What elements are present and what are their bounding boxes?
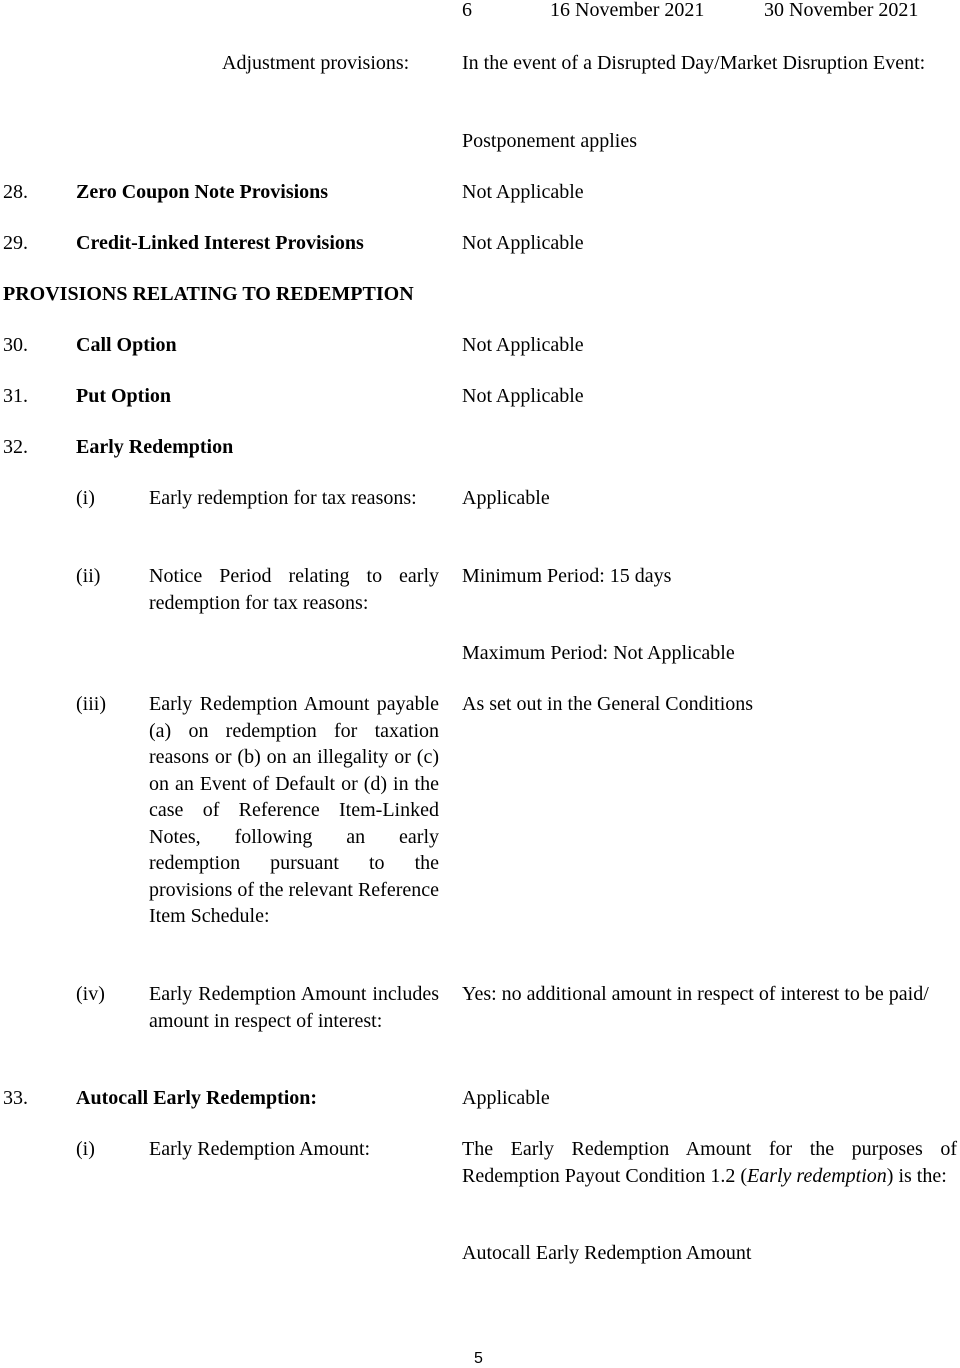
item-28-value: Not Applicable — [462, 181, 584, 203]
item-30-label: Call Option — [76, 334, 177, 356]
item-29-value: Not Applicable — [462, 232, 584, 254]
page-number: 5 — [474, 1350, 483, 1367]
item-32-ii-value-2: Maximum Period: Not Applicable — [462, 642, 735, 664]
item-32-iv-label: Early Redemption Amount includes amount in respect of interest: — [149, 983, 439, 1032]
item-28-number: 28. — [3, 181, 28, 203]
item-32-i-number: (i) — [76, 487, 95, 509]
top-row-date-2: 30 November 2021 — [764, 0, 919, 21]
item-32-i-label: Early redemption for tax reasons: — [149, 487, 417, 509]
item-30-value: Not Applicable — [462, 334, 584, 356]
item-29-label: Credit-Linked Interest Provisions — [76, 232, 364, 254]
item-33-value: Applicable — [462, 1087, 550, 1109]
item-30-number: 30. — [3, 334, 28, 356]
item-32-number: 32. — [3, 436, 28, 458]
item-33-i-value-post: ) is the: — [886, 1164, 947, 1187]
item-33-i-label: Early Redemption Amount: — [149, 1138, 371, 1160]
item-29-number: 29. — [3, 232, 28, 254]
adjustment-provisions-label: Adjustment provisions: — [222, 52, 410, 74]
item-33-i-number: (i) — [76, 1138, 95, 1160]
item-32-iii-value: As set out in the General Conditions — [462, 693, 754, 715]
item-32-iv-number: (iv) — [76, 983, 105, 1005]
section-heading: PROVISIONS RELATING TO REDEMPTION — [3, 283, 414, 305]
item-32-i-value: Applicable — [462, 487, 550, 509]
item-33-number: 33. — [3, 1087, 28, 1109]
item-33-i-value — [462, 1136, 957, 1189]
item-32-label: Early Redemption — [76, 436, 234, 458]
item-32-iv-value: Yes: no additional amount in respect of interest to be paid/ — [462, 983, 929, 1005]
top-row-number: 6 — [462, 0, 472, 21]
top-row-date-1: 16 November 2021 — [550, 0, 705, 21]
item-32-ii-label: Notice Period relating to early redemption for tax reasons: — [149, 565, 439, 614]
item-31-label: Put Option — [76, 385, 172, 407]
item-31-value: Not Applicable — [462, 385, 584, 407]
item-33-i-value-2: Autocall Early Redemption Amount — [462, 1242, 752, 1264]
item-33-i-value-italic: Early redemption — [747, 1164, 887, 1187]
adjustment-provisions-value-2: Postponement applies — [462, 130, 637, 152]
item-33-label: Autocall Early Redemption: — [76, 1087, 318, 1109]
item-32-iii-label: Early Redemption Amount payable (a) on redemption for taxation reasons or (b) on an illegality or (c) on an Event of Default or (d) in the case of Reference Item-Linked Notes, following an early redemption pursuant to the provisions of the relevant Reference Item Schedule: — [149, 693, 439, 927]
item-32-iii-number: (iii) — [76, 693, 106, 715]
adjustment-provisions-value: In the event of a Disrupted Day/Market Disruption Event: — [462, 52, 926, 74]
item-33-i-value-pre: The Early Redemption Amount for the purposes of Redemption Payout Condition 1.2 ( — [462, 1138, 957, 1187]
item-28-label: Zero Coupon Note Provisions — [76, 181, 329, 203]
item-31-number: 31. — [3, 385, 28, 407]
item-32-ii-number: (ii) — [76, 565, 101, 587]
item-32-ii-value: Minimum Period: 15 days — [462, 565, 672, 587]
